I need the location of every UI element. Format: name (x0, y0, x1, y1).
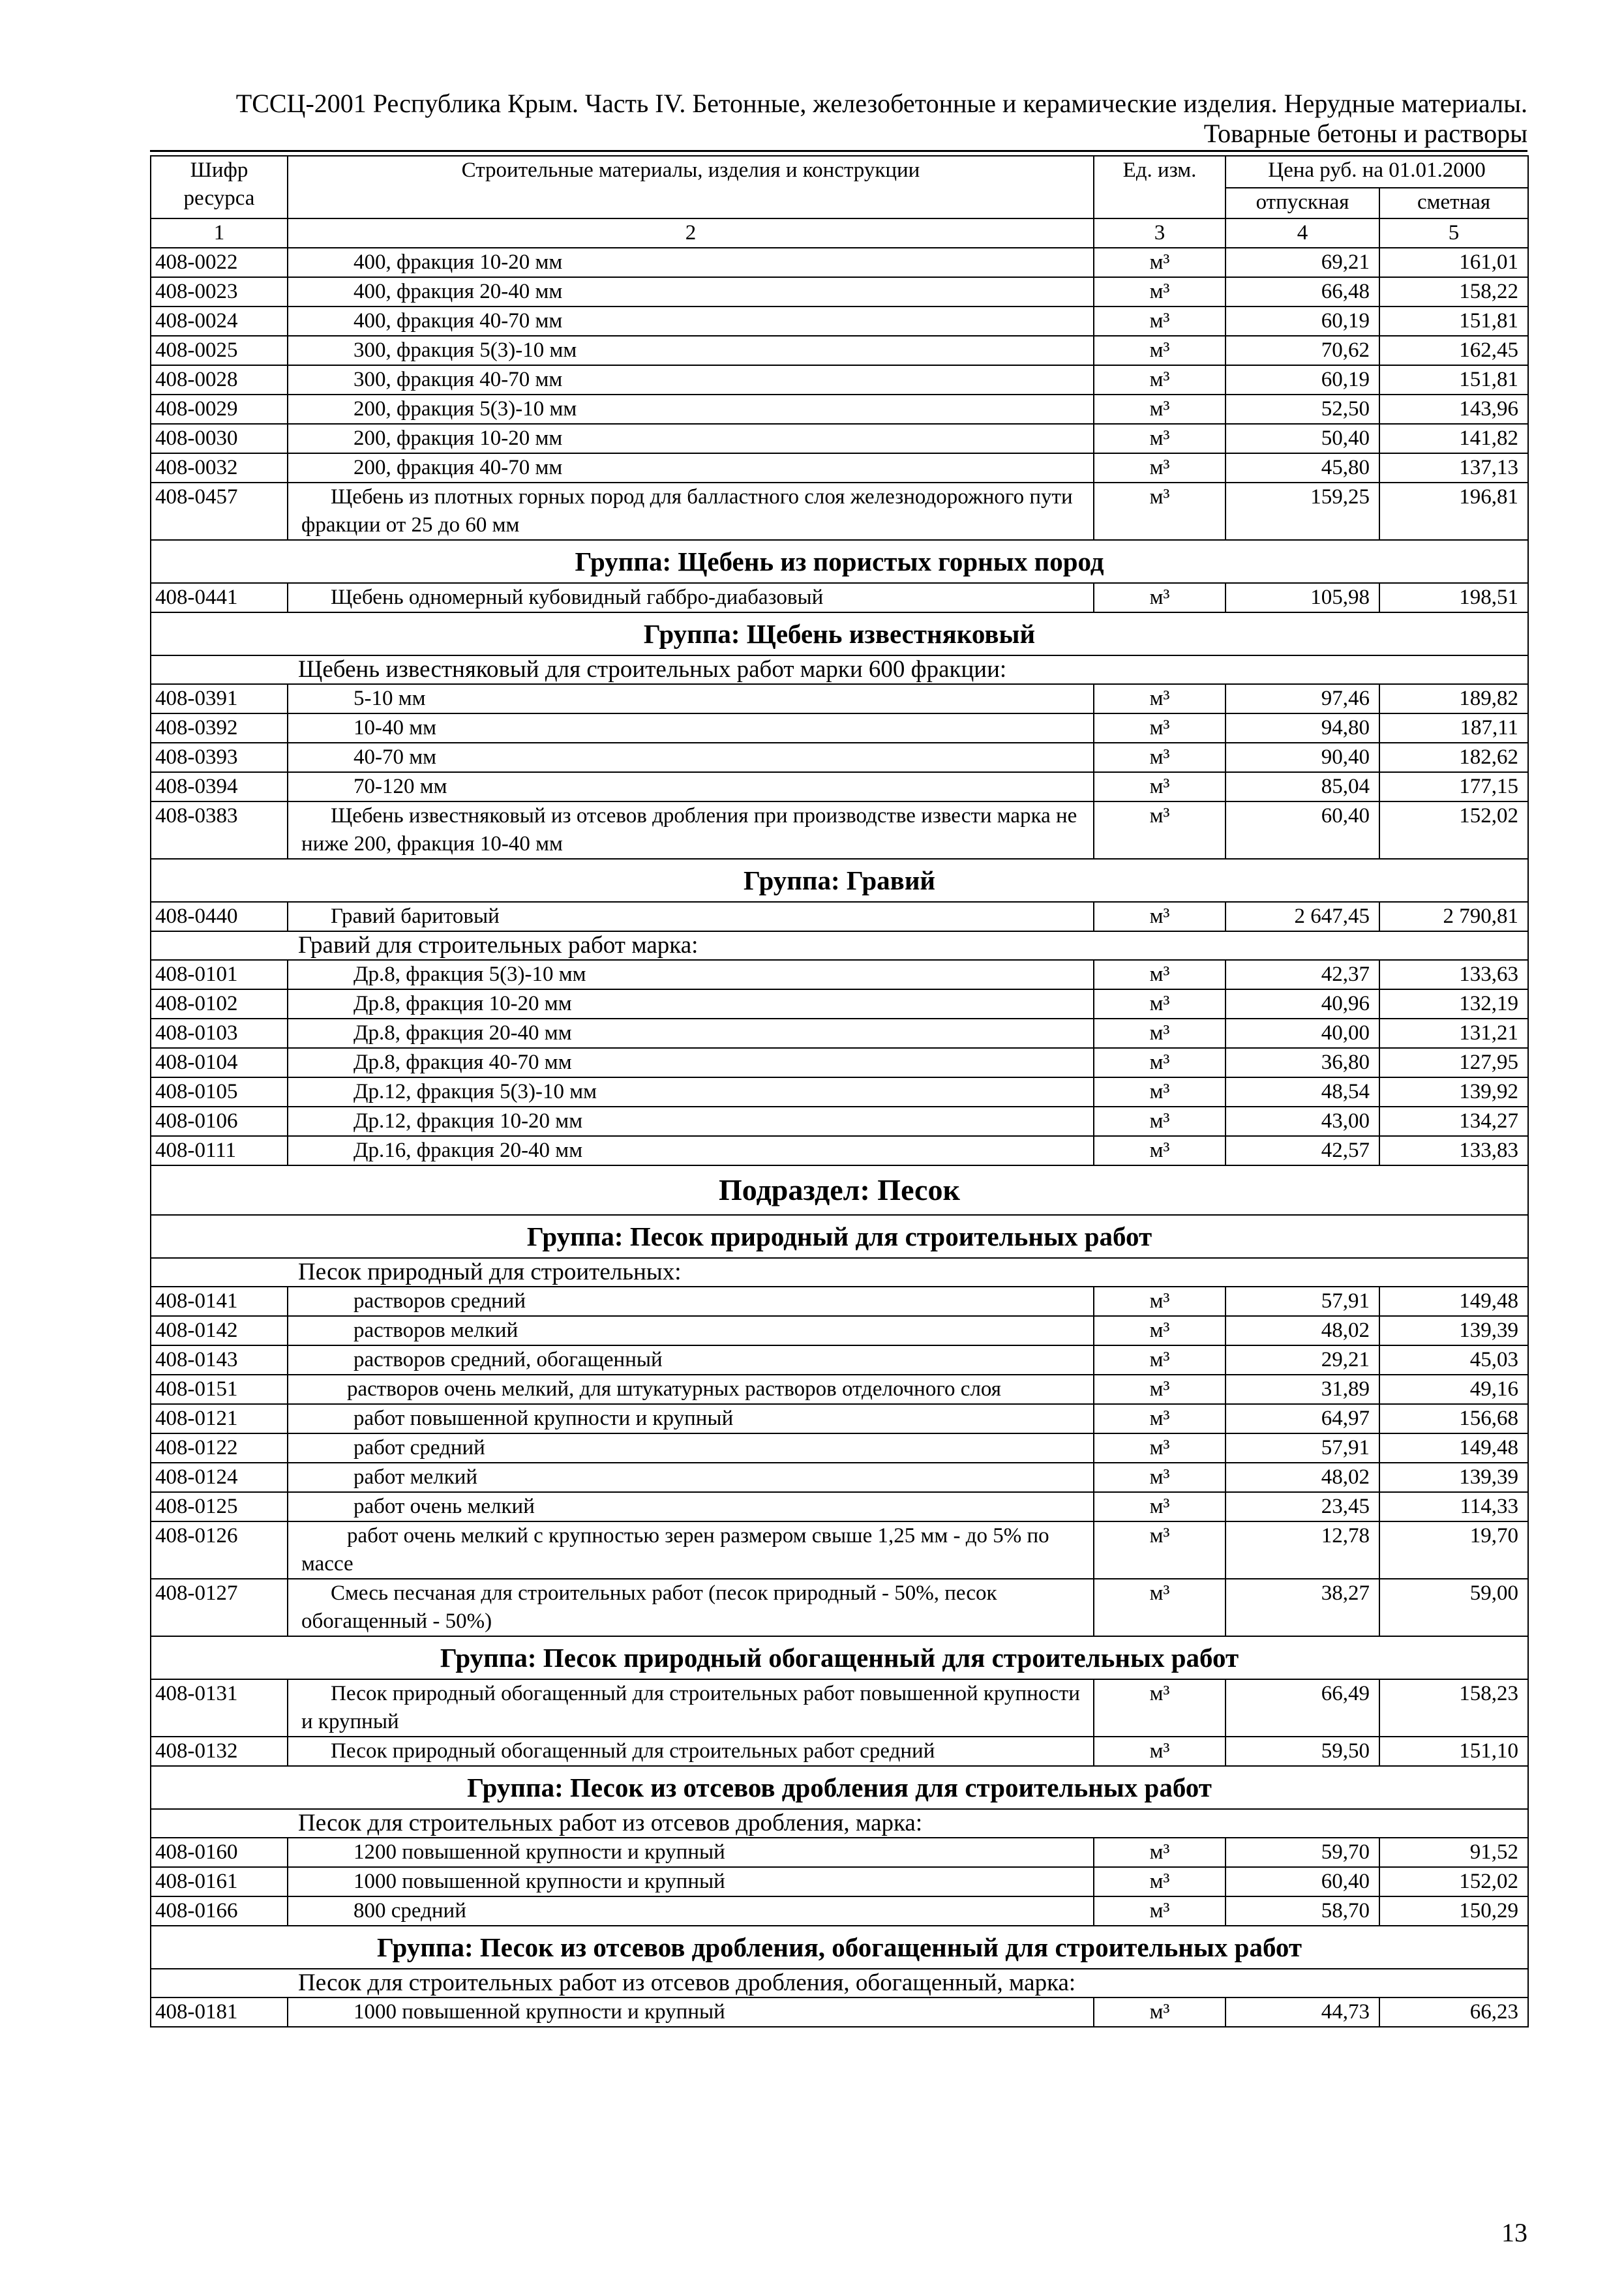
resource-code: 408-0131 (151, 1679, 288, 1737)
col-header-code: Шифр ресурса (151, 156, 288, 218)
table-row (151, 1316, 1528, 1345)
table-row (151, 1838, 1528, 1867)
unit-of-measure: м³ (1094, 1077, 1226, 1107)
col-number-2: 2 (288, 218, 1094, 248)
resource-code: 408-0025 (151, 336, 288, 365)
table-row (151, 1375, 1528, 1404)
unit-of-measure: м³ (1094, 248, 1226, 277)
estimate-price: 149,48 (1379, 1287, 1528, 1316)
group-heading (151, 540, 1528, 583)
resource-code: 408-0125 (151, 1492, 288, 1521)
table-row (151, 1521, 1528, 1579)
material-name: 5-10 мм (288, 684, 1094, 713)
group-intro-row (151, 1969, 1528, 1997)
release-price: 59,50 (1226, 1737, 1379, 1766)
unit-of-measure: м³ (1094, 1896, 1226, 1926)
material-name: 300, фракция 5(3)-10 мм (288, 336, 1094, 365)
group-intro-row (151, 1258, 1528, 1287)
unit-of-measure: м³ (1094, 1136, 1226, 1165)
release-price: 60,40 (1226, 1867, 1379, 1896)
table-row (151, 1433, 1528, 1463)
table-row (151, 713, 1528, 743)
unit-of-measure: м³ (1094, 1838, 1226, 1867)
resource-code: 408-0024 (151, 307, 288, 336)
resource-code: 408-0105 (151, 1077, 288, 1107)
group-intro-row-text: Песок для строительных работ из отсевов дробления, обогащенный, марка: (151, 1969, 1528, 1997)
material-name: работ мелкий (288, 1463, 1094, 1492)
col-header-price: Цена руб. на 01.01.2000 (1226, 156, 1528, 188)
unit-of-measure: м³ (1094, 483, 1226, 540)
resource-code: 408-0101 (151, 960, 288, 989)
estimate-price: 134,27 (1379, 1107, 1528, 1136)
release-price: 12,78 (1226, 1521, 1379, 1579)
table-row (151, 277, 1528, 307)
unit-of-measure: м³ (1094, 960, 1226, 989)
resource-code: 408-0126 (151, 1521, 288, 1579)
group-heading (151, 1766, 1528, 1809)
table-row (151, 1404, 1528, 1433)
resource-code: 408-0102 (151, 989, 288, 1019)
resource-code: 408-0121 (151, 1404, 288, 1433)
estimate-price: 132,19 (1379, 989, 1528, 1019)
material-name: Щебень одномерный кубовидный габбро-диабазовый (288, 583, 1094, 612)
col-header-name: Строительные материалы, изделия и конструкции (288, 156, 1094, 218)
col-number-1: 1 (151, 218, 288, 248)
unit-of-measure: м³ (1094, 801, 1226, 859)
release-price: 31,89 (1226, 1375, 1379, 1404)
unit-of-measure: м³ (1094, 989, 1226, 1019)
estimate-price: 143,96 (1379, 395, 1528, 424)
subsection-heading (151, 1165, 1528, 1215)
material-name: Гравий баритовый (288, 902, 1094, 931)
table-row (151, 1997, 1528, 2027)
resource-code: 408-0143 (151, 1345, 288, 1375)
estimate-price: 139,39 (1379, 1463, 1528, 1492)
group-intro-row (151, 655, 1528, 684)
group-heading (151, 612, 1528, 655)
estimate-price: 149,48 (1379, 1433, 1528, 1463)
material-name: 1000 повышенной крупности и крупный (288, 1997, 1094, 2027)
material-name: Др.12, фракция 5(3)-10 мм (288, 1077, 1094, 1107)
unit-of-measure: м³ (1094, 453, 1226, 483)
estimate-price: 139,92 (1379, 1077, 1528, 1107)
subsection-heading-text: Подраздел: Песок (151, 1165, 1528, 1215)
table-header (151, 156, 1528, 248)
resource-code: 408-0106 (151, 1107, 288, 1136)
unit-of-measure: м³ (1094, 395, 1226, 424)
release-price: 66,48 (1226, 277, 1379, 307)
unit-of-measure: м³ (1094, 1019, 1226, 1048)
release-price: 60,40 (1226, 801, 1379, 859)
estimate-price: 114,33 (1379, 1492, 1528, 1521)
unit-of-measure: м³ (1094, 1737, 1226, 1766)
header-rule (150, 150, 1527, 152)
col-header-release-price: отпускная (1226, 188, 1379, 218)
release-price: 97,46 (1226, 684, 1379, 713)
resource-code: 408-0030 (151, 424, 288, 453)
release-price: 38,27 (1226, 1579, 1379, 1636)
table-row (151, 1048, 1528, 1077)
resource-code: 408-0022 (151, 248, 288, 277)
table-row (151, 1136, 1528, 1165)
material-name: работ средний (288, 1433, 1094, 1463)
release-price: 44,73 (1226, 1997, 1379, 2027)
table-row (151, 1737, 1528, 1766)
estimate-price: 150,29 (1379, 1896, 1528, 1926)
material-name: 300, фракция 40-70 мм (288, 365, 1094, 395)
running-header-subtitle: Товарные бетоны и растворы (1203, 119, 1527, 148)
estimate-price: 133,63 (1379, 960, 1528, 989)
resource-code: 408-0132 (151, 1737, 288, 1766)
material-name: Др.8, фракция 40-70 мм (288, 1048, 1094, 1077)
release-price: 29,21 (1226, 1345, 1379, 1375)
release-price: 105,98 (1226, 583, 1379, 612)
resource-code: 408-0160 (151, 1838, 288, 1867)
table-row (151, 989, 1528, 1019)
resource-code: 408-0440 (151, 902, 288, 931)
material-name: работ повышенной крупности и крупный (288, 1404, 1094, 1433)
unit-of-measure: м³ (1094, 307, 1226, 336)
table-row (151, 424, 1528, 453)
table-row (151, 1679, 1528, 1737)
resource-code: 408-0457 (151, 483, 288, 540)
table-row (151, 453, 1528, 483)
release-price: 94,80 (1226, 713, 1379, 743)
unit-of-measure: м³ (1094, 1375, 1226, 1404)
unit-of-measure: м³ (1094, 1287, 1226, 1316)
estimate-price: 158,23 (1379, 1679, 1528, 1737)
resource-code: 408-0392 (151, 713, 288, 743)
material-name: Др.8, фракция 20-40 мм (288, 1019, 1094, 1048)
release-price: 159,25 (1226, 483, 1379, 540)
material-name: Др.16, фракция 20-40 мм (288, 1136, 1094, 1165)
estimate-price: 189,82 (1379, 684, 1528, 713)
table-row (151, 248, 1528, 277)
estimate-price: 151,81 (1379, 365, 1528, 395)
release-price: 59,70 (1226, 1838, 1379, 1867)
resource-code: 408-0029 (151, 395, 288, 424)
unit-of-measure: м³ (1094, 1316, 1226, 1345)
resource-code: 408-0391 (151, 684, 288, 713)
resource-code: 408-0104 (151, 1048, 288, 1077)
release-price: 66,49 (1226, 1679, 1379, 1737)
unit-of-measure: м³ (1094, 583, 1226, 612)
material-name: Щебень из плотных горных пород для балластного слоя железнодорожного пути фракции от 25 до 60 мм (288, 483, 1094, 540)
unit-of-measure: м³ (1094, 684, 1226, 713)
estimate-price: 156,68 (1379, 1404, 1528, 1433)
material-name: работ очень мелкий с крупностью зерен размером свыше 1,25 мм - до 5% по массе (288, 1521, 1094, 1579)
release-price: 40,96 (1226, 989, 1379, 1019)
group-heading-text: Группа: Песок природный для строительных работ (151, 1215, 1528, 1258)
unit-of-measure: м³ (1094, 1521, 1226, 1579)
material-name: работ очень мелкий (288, 1492, 1094, 1521)
material-name: Др.8, фракция 10-20 мм (288, 989, 1094, 1019)
group-heading-text: Группа: Песок из отсевов дробления для строительных работ (151, 1766, 1528, 1809)
unit-of-measure: м³ (1094, 365, 1226, 395)
table-row (151, 336, 1528, 365)
unit-of-measure: м³ (1094, 1492, 1226, 1521)
estimate-price: 198,51 (1379, 583, 1528, 612)
estimate-price: 161,01 (1379, 248, 1528, 277)
table-row (151, 1867, 1528, 1896)
material-name: 10-40 мм (288, 713, 1094, 743)
release-price: 58,70 (1226, 1896, 1379, 1926)
unit-of-measure: м³ (1094, 336, 1226, 365)
unit-of-measure: м³ (1094, 1579, 1226, 1636)
estimate-price: 45,03 (1379, 1345, 1528, 1375)
resource-code: 408-0394 (151, 772, 288, 801)
estimate-price: 131,21 (1379, 1019, 1528, 1048)
resource-code: 408-0032 (151, 453, 288, 483)
estimate-price: 91,52 (1379, 1838, 1528, 1867)
estimate-price: 152,02 (1379, 1867, 1528, 1896)
unit-of-measure: м³ (1094, 1433, 1226, 1463)
table-row (151, 772, 1528, 801)
table-row (151, 743, 1528, 772)
material-name: Др.12, фракция 10-20 мм (288, 1107, 1094, 1136)
resource-code: 408-0151 (151, 1375, 288, 1404)
resource-code: 408-0441 (151, 583, 288, 612)
release-price: 57,91 (1226, 1287, 1379, 1316)
unit-of-measure: м³ (1094, 713, 1226, 743)
table-row (151, 1579, 1528, 1636)
estimate-price: 187,11 (1379, 713, 1528, 743)
table-row (151, 1077, 1528, 1107)
material-name: Песок природный обогащенный для строительных работ средний (288, 1737, 1094, 1766)
release-price: 48,54 (1226, 1077, 1379, 1107)
resource-code: 408-0028 (151, 365, 288, 395)
unit-of-measure: м³ (1094, 1345, 1226, 1375)
unit-of-measure: м³ (1094, 1867, 1226, 1896)
material-name: 1000 повышенной крупности и крупный (288, 1867, 1094, 1896)
table-row (151, 1896, 1528, 1926)
estimate-price: 177,15 (1379, 772, 1528, 801)
table-row (151, 902, 1528, 931)
group-intro-row-text: Щебень известняковый для строительных работ марки 600 фракции: (151, 655, 1528, 684)
material-name: Щебень известняковый из отсевов дробления при производстве извести марка не ниже 200, фракция 10-40 мм (288, 801, 1094, 859)
material-name: 200, фракция 10-20 мм (288, 424, 1094, 453)
material-name: растворов средний (288, 1287, 1094, 1316)
group-intro-row-text: Песок для строительных работ из отсевов дробления, марка: (151, 1809, 1528, 1838)
estimate-price: 162,45 (1379, 336, 1528, 365)
estimate-price: 151,10 (1379, 1737, 1528, 1766)
unit-of-measure: м³ (1094, 1404, 1226, 1433)
col-number-5: 5 (1379, 218, 1528, 248)
material-name: 400, фракция 20-40 мм (288, 277, 1094, 307)
release-price: 50,40 (1226, 424, 1379, 453)
table-row (151, 1019, 1528, 1048)
resource-code: 408-0023 (151, 277, 288, 307)
release-price: 2 647,45 (1226, 902, 1379, 931)
release-price: 45,80 (1226, 453, 1379, 483)
estimate-price: 66,23 (1379, 1997, 1528, 2027)
table-row (151, 483, 1528, 540)
table-row (151, 801, 1528, 859)
col-number-4: 4 (1226, 218, 1379, 248)
resource-code: 408-0383 (151, 801, 288, 859)
table-row (151, 1107, 1528, 1136)
group-heading (151, 1636, 1528, 1679)
resource-code: 408-0127 (151, 1579, 288, 1636)
table-row (151, 684, 1528, 713)
release-price: 23,45 (1226, 1492, 1379, 1521)
material-name: 1200 повышенной крупности и крупный (288, 1838, 1094, 1867)
table-row (151, 1287, 1528, 1316)
group-heading-text: Группа: Песок природный обогащенный для строительных работ (151, 1636, 1528, 1679)
estimate-price: 158,22 (1379, 277, 1528, 307)
resource-code: 408-0111 (151, 1136, 288, 1165)
material-name: 800 средний (288, 1896, 1094, 1926)
material-name: 400, фракция 10-20 мм (288, 248, 1094, 277)
estimate-price: 133,83 (1379, 1136, 1528, 1165)
material-name: 200, фракция 40-70 мм (288, 453, 1094, 483)
material-name: растворов мелкий (288, 1316, 1094, 1345)
table-row (151, 960, 1528, 989)
unit-of-measure: м³ (1094, 743, 1226, 772)
release-price: 42,37 (1226, 960, 1379, 989)
estimate-price: 141,82 (1379, 424, 1528, 453)
material-name: Др.8, фракция 5(3)-10 мм (288, 960, 1094, 989)
table-row (151, 1492, 1528, 1521)
group-heading-text: Группа: Щебень из пористых горных пород (151, 540, 1528, 583)
col-header-estimate-price: сметная (1379, 188, 1528, 218)
material-name: 200, фракция 5(3)-10 мм (288, 395, 1094, 424)
price-table (150, 155, 1529, 2027)
release-price: 40,00 (1226, 1019, 1379, 1048)
resource-code: 408-0141 (151, 1287, 288, 1316)
resource-code: 408-0103 (151, 1019, 288, 1048)
estimate-price: 19,70 (1379, 1521, 1528, 1579)
estimate-price: 127,95 (1379, 1048, 1528, 1077)
resource-code: 408-0393 (151, 743, 288, 772)
group-heading-text: Группа: Щебень известняковый (151, 612, 1528, 655)
group-intro-row (151, 1809, 1528, 1838)
release-price: 70,62 (1226, 336, 1379, 365)
page-number: 13 (1501, 2218, 1527, 2247)
resource-code: 408-0166 (151, 1896, 288, 1926)
estimate-price: 151,81 (1379, 307, 1528, 336)
estimate-price: 49,16 (1379, 1375, 1528, 1404)
table-row (151, 1463, 1528, 1492)
release-price: 60,19 (1226, 307, 1379, 336)
resource-code: 408-0122 (151, 1433, 288, 1463)
release-price: 43,00 (1226, 1107, 1379, 1136)
unit-of-measure: м³ (1094, 1997, 1226, 2027)
group-intro-row-text: Гравий для строительных работ марка: (151, 931, 1528, 960)
estimate-price: 2 790,81 (1379, 902, 1528, 931)
unit-of-measure: м³ (1094, 1679, 1226, 1737)
estimate-price: 59,00 (1379, 1579, 1528, 1636)
estimate-price: 182,62 (1379, 743, 1528, 772)
material-name: 40-70 мм (288, 743, 1094, 772)
release-price: 36,80 (1226, 1048, 1379, 1077)
unit-of-measure: м³ (1094, 277, 1226, 307)
release-price: 85,04 (1226, 772, 1379, 801)
estimate-price: 196,81 (1379, 483, 1528, 540)
unit-of-measure: м³ (1094, 772, 1226, 801)
material-name: Смесь песчаная для строительных работ (песок природный - 50%, песок обогащенный - 50%) (288, 1579, 1094, 1636)
unit-of-measure: м³ (1094, 1463, 1226, 1492)
material-name: 70-120 мм (288, 772, 1094, 801)
table-body (151, 248, 1528, 2027)
material-name: 400, фракция 40-70 мм (288, 307, 1094, 336)
resource-code: 408-0124 (151, 1463, 288, 1492)
release-price: 90,40 (1226, 743, 1379, 772)
table-row (151, 1345, 1528, 1375)
group-intro-row (151, 931, 1528, 960)
unit-of-measure: м³ (1094, 1048, 1226, 1077)
table-row (151, 307, 1528, 336)
estimate-price: 139,39 (1379, 1316, 1528, 1345)
material-name: Песок природный обогащенный для строительных работ повышенной крупности и крупный (288, 1679, 1094, 1737)
release-price: 60,19 (1226, 365, 1379, 395)
table-row (151, 365, 1528, 395)
release-price: 52,50 (1226, 395, 1379, 424)
col-header-unit: Ед. изм. (1094, 156, 1226, 218)
running-header-title: ТССЦ-2001 Республика Крым. Часть IV. Бетонные, железобетонные и керамические изделия. Нерудные материалы. (235, 89, 1527, 118)
unit-of-measure: м³ (1094, 902, 1226, 931)
resource-code: 408-0181 (151, 1997, 288, 2027)
group-heading-text: Группа: Песок из отсевов дробления, обогащенный для строительных работ (151, 1926, 1528, 1969)
release-price: 57,91 (1226, 1433, 1379, 1463)
estimate-price: 137,13 (1379, 453, 1528, 483)
resource-code: 408-0142 (151, 1316, 288, 1345)
estimate-price: 152,02 (1379, 801, 1528, 859)
release-price: 48,02 (1226, 1463, 1379, 1492)
col-number-3: 3 (1094, 218, 1226, 248)
release-price: 42,57 (1226, 1136, 1379, 1165)
unit-of-measure: м³ (1094, 424, 1226, 453)
group-heading (151, 1926, 1528, 1969)
group-heading-text: Группа: Гравий (151, 859, 1528, 902)
resource-code: 408-0161 (151, 1867, 288, 1896)
unit-of-measure: м³ (1094, 1107, 1226, 1136)
table-row (151, 583, 1528, 612)
release-price: 48,02 (1226, 1316, 1379, 1345)
group-intro-row-text: Песок природный для строительных: (151, 1258, 1528, 1287)
group-heading (151, 859, 1528, 902)
group-heading (151, 1215, 1528, 1258)
material-name: растворов очень мелкий, для штукатурных растворов отделочного слоя (288, 1375, 1094, 1404)
release-price: 69,21 (1226, 248, 1379, 277)
table-row (151, 395, 1528, 424)
material-name: растворов средний, обогащенный (288, 1345, 1094, 1375)
release-price: 64,97 (1226, 1404, 1379, 1433)
